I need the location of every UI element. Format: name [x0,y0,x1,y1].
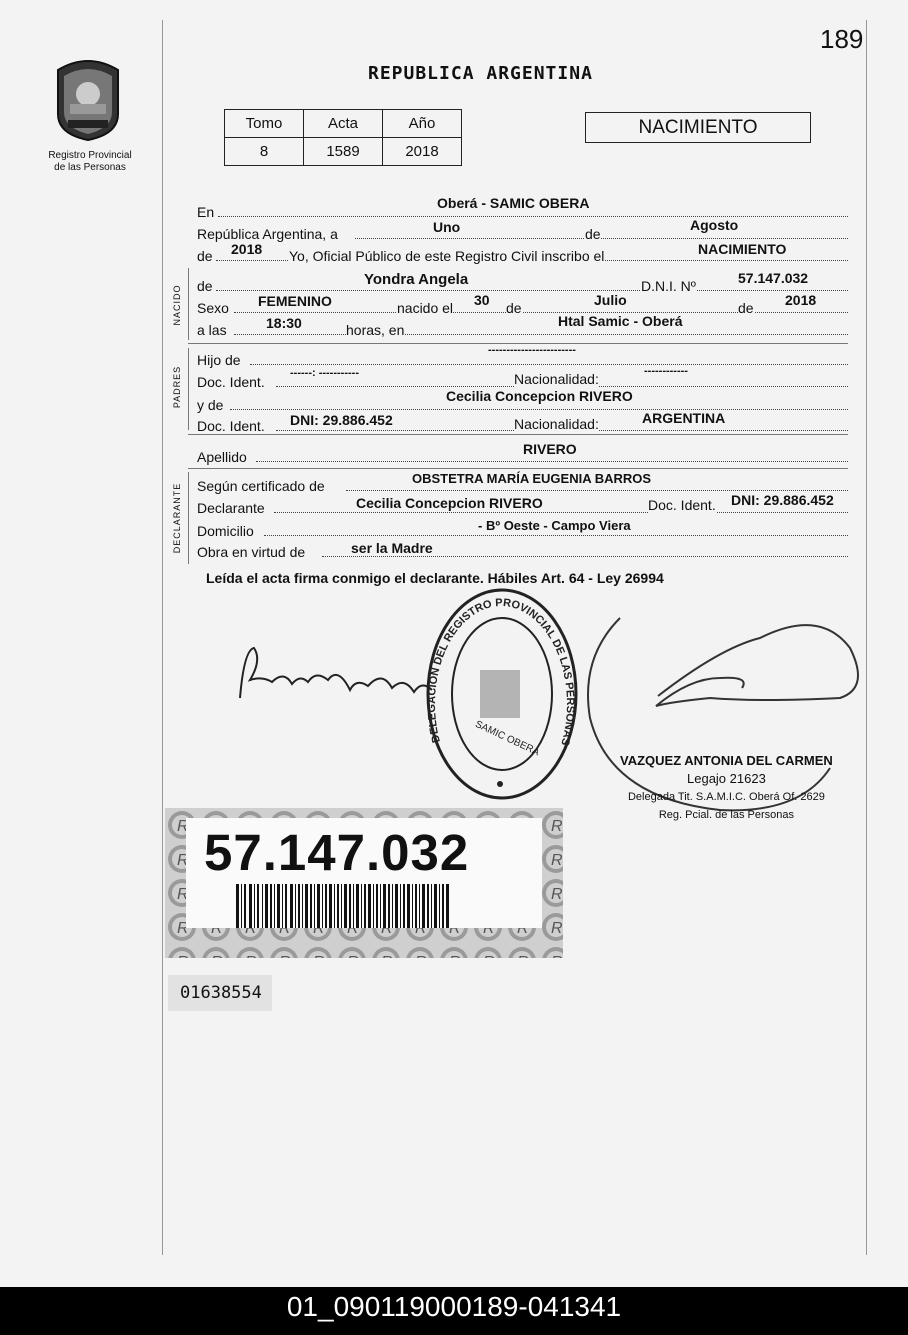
dotted-line [218,216,848,217]
section-bar-padres [188,348,189,430]
sexo-label: Sexo [197,300,229,316]
provincia-de-misiones-seal-icon [50,56,126,142]
father-nationality: ------------ [644,365,688,377]
horas-label: horas, en [346,322,405,338]
value-anio: 2018 [383,138,462,166]
stamp-text: DELEGACION DEL REGISTRO PROVINCIAL DE LAS PERSONAS [425,596,577,747]
birth-day: 30 [474,292,490,308]
stamp-inner-text: SAMIC OBERA [473,718,541,759]
section-label-padres: PADRES [172,365,182,409]
dotted-line [355,238,848,239]
day-value: Uno [433,219,461,235]
dotted-line [346,490,848,491]
dotted-line [216,290,848,291]
logo-caption-line2: de las Personas [54,162,126,173]
logo-caption [30,150,150,174]
declarant-name: Cecilia Concepcion RIVERO [356,495,543,511]
section-bar-nacido [188,268,189,340]
declarant-doc: DNI: 29.886.452 [731,492,834,508]
value-tomo: 8 [225,138,304,166]
nacionalidad-label: Nacionalidad: [514,416,599,432]
dni-label-number: 57.147.032 [204,824,470,881]
section-bar-declarante [188,472,189,564]
de-label: de [197,278,213,294]
official-registro: Reg. Pcial. de las Personas [658,809,794,821]
republica-label: República Argentina, a [197,226,338,242]
obra-value: ser la Madre [351,540,433,556]
birth-month: Julio [594,292,627,308]
mother-doc: DNI: 29.886.452 [290,412,393,428]
page-number: 189 [820,24,864,54]
closing-statement: Leída el acta firma conmigo el declarante. Hábiles Art. 64 - Ley 26994 [206,570,664,586]
section-label-nacido: NACIDO [172,284,182,326]
serial-number: 01638554 [168,975,272,1011]
hijo-de-label: Hijo de [197,352,241,368]
dotted-line [264,535,848,536]
footer-file-id: 01_090119000189-041341 [0,1287,908,1335]
official-delegado: Delegada Tit. S.A.M.I.C. Oberá Of. 2629 [627,791,825,803]
section-divider [188,468,848,469]
header-acta: Acta [304,110,383,138]
registry-table [224,109,462,166]
doc-ident-label: Doc. Ident. [197,374,265,390]
official-legajo: Legajo 21623 [687,771,766,786]
year-value: 2018 [231,241,263,257]
father-doc: ------: ----------- [290,367,359,379]
nacido-el-label: nacido el [397,300,454,316]
place-value: Oberá - SAMIC OBERA [437,195,590,211]
mother-nationality: ARGENTINA [642,410,726,426]
child-name: Yondra Angela [364,271,469,288]
value-acta: 1589 [304,138,383,166]
dotted-line [234,334,848,335]
obra-label: Obra en virtud de [197,544,306,560]
apellido-value: RIVERO [523,441,577,457]
certificate-value: OBSTETRA MARÍA EUGENIA BARROS [412,471,652,486]
dotted-line [230,409,848,410]
dotted-line [256,461,848,462]
dni-label: D.N.I. Nº [641,278,696,294]
apellido-label: Apellido [197,449,247,465]
dotted-line [234,312,848,313]
header-anio: Año [383,110,462,138]
declarante-label: Declarante [197,500,265,516]
barcode-icon [236,884,452,928]
doc-ident-label: Doc. Ident. [648,497,716,513]
nacionalidad-label: Nacionalidad: [514,371,599,387]
child-dni: 57.147.032 [738,270,809,286]
birth-place: Htal Samic - Oberá [558,313,683,329]
a-las-label: a las [197,322,227,338]
y-de-label: y de [197,397,224,413]
left-margin-line [162,20,163,1255]
dotted-line [322,556,848,557]
month-value: Agosto [690,217,739,233]
dotted-line [274,512,848,513]
birth-year: 2018 [785,292,817,308]
segun-certificado-label: Según certificado de [197,478,325,494]
domicilio-label: Domicilio [197,523,254,539]
document-title: REPUBLICA ARGENTINA [368,63,593,84]
header-tomo: Tomo [225,110,304,138]
father-name: ------------------------ [488,344,576,356]
declarant-signature [232,640,442,710]
officer-text: Yo, Oficial Público de este Registro Civil inscribo el [289,248,605,264]
domicilio-value: - Bº Oeste - Campo Viera [478,518,631,533]
logo-caption-line1: Registro Provincial [48,150,132,161]
right-margin-line [866,20,867,1255]
de2-label: de [197,248,213,264]
de-label: de [585,226,601,242]
section-divider [188,434,848,435]
act-type-box: NACIMIENTO [585,112,811,143]
official-name: VAZQUEZ ANTONIA DEL CARMEN [620,753,833,768]
sexo-value: FEMENINO [258,293,332,309]
registry-stamp [420,588,580,803]
de-label: de [738,300,754,316]
doc-ident-label: Doc. Ident. [197,418,265,434]
official-block [620,752,833,824]
section-label-declarante: DECLARANTE [172,482,182,554]
dotted-line [250,364,848,365]
en-label: En [197,204,215,220]
inscription-value: NACIMIENTO [698,241,787,257]
de-label: de [506,300,522,316]
birth-time: 18:30 [266,315,302,331]
mother-name: Cecilia Concepcion RIVERO [446,388,633,404]
